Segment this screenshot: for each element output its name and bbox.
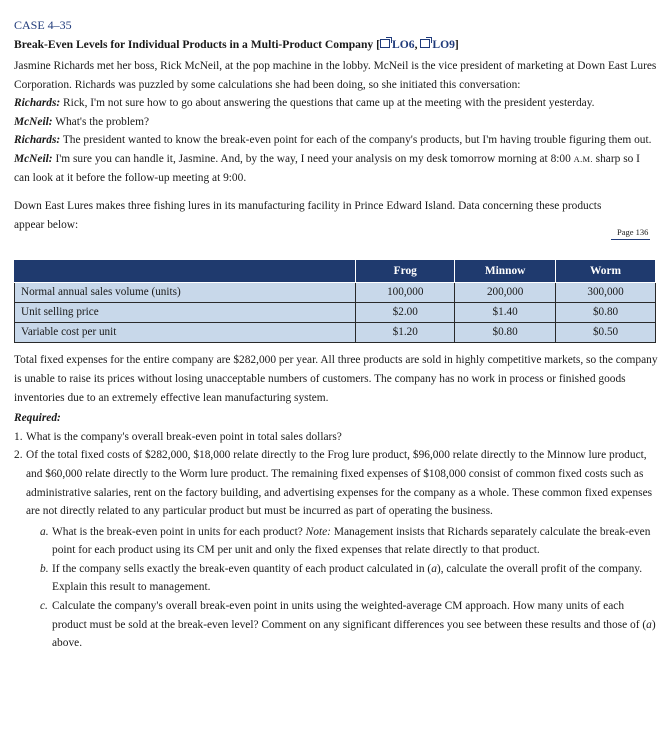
product-data-table <box>14 259 656 343</box>
table-cell: $2.00 <box>356 303 455 323</box>
row-label: Unit selling price <box>15 303 356 323</box>
subpart-text: Calculate the company's overall break-even point in units using the weighted-average CM approach. How many units of each product must be sold at the break-even level? Comment on any significant differences you see between these results and those of ( <box>52 600 647 631</box>
table-row <box>15 323 656 343</box>
lo-link-1-label: LO6 <box>392 38 415 51</box>
table-cell: 300,000 <box>556 283 656 303</box>
table-row <box>15 283 656 303</box>
dialogue-line <box>14 113 658 132</box>
dialogue-line <box>14 94 658 113</box>
table-cell: $0.50 <box>556 323 656 343</box>
dialogue-text-cont: sharp so I can look at it before the follow-up meeting at 9:00. <box>14 152 640 184</box>
subpart-item <box>26 560 658 597</box>
page-marker: Page 136 <box>611 227 650 240</box>
table-cell: 100,000 <box>356 283 455 303</box>
table-row <box>15 303 656 323</box>
table-cell: $1.40 <box>455 303 556 323</box>
dialogue-line <box>14 150 658 187</box>
case-title: Break-Even Levels for Individual Products in a Multi-Product Company [ LO6, LO9] <box>14 38 459 51</box>
dialogue <box>14 94 658 187</box>
dialogue-text: I'm sure you can handle it, Jasmine. And, by the way, I need your analysis on my desk tomorrow morning at 8:00 <box>52 152 574 165</box>
table-cell: $1.20 <box>356 323 455 343</box>
required-heading: Required: <box>14 412 61 425</box>
question-item <box>14 428 658 447</box>
subpart-list <box>26 523 658 653</box>
column-header: Worm <box>556 260 656 283</box>
row-label: Variable cost per unit <box>15 323 356 343</box>
table-header-row <box>15 260 656 283</box>
subpart-text: What is the break-even point in units for each product? <box>52 525 306 538</box>
subpart-text-cont: ) above. <box>52 618 656 650</box>
lo-link-2[interactable] <box>420 38 455 51</box>
external-link-icon <box>380 39 390 48</box>
table-cell: $0.80 <box>455 323 556 343</box>
fixed-expense-paragraph: Total fixed expenses for the entire company are $282,000 per year. All three products are sold in highly competitive markets, so the company is unable to raise its prices without losing unacceptable numbers of customers. The company has no work in process or finished goods inventories due to an extremely effective lean manufacturing system. <box>14 354 658 404</box>
lo-link-2-label: LO9 <box>432 38 455 51</box>
subpart-letter: a. <box>40 525 49 538</box>
case-label: CASE 4–35 <box>14 18 72 32</box>
question-number: 2. <box>14 449 23 462</box>
header-blank <box>15 260 356 283</box>
column-header: Minnow <box>455 260 556 283</box>
table-cell: 200,000 <box>455 283 556 303</box>
speaker: McNeil: <box>14 152 53 165</box>
dialogue-text: The president wanted to know the break-even point for each of the company's products, but I'm having trouble figuring them out. <box>60 134 652 147</box>
lead-in-paragraph: Down East Lures makes three fishing lures in its manufacturing facility in Prince Edward Island. Data concerning these products appear below: <box>14 200 602 231</box>
question-text: Of the total fixed costs of $282,000, $18,000 relate directly to the Frog lure product, $96,000 relate directly to the Minnow lure product, and $60,000 relate directly to the Worm lure product. The remaining fixed expenses of $108,000 consist of common fixed costs such as administrative salaries, rent on the factory building, and advertising expenses for the company as a whole. These common fixed expenses are not directly related to any particular product but must be incurred as part of operating the business. <box>26 449 653 518</box>
question-text: What is the company's overall break-even point in total sales dollars? <box>26 430 342 443</box>
speaker: McNeil: <box>14 115 53 128</box>
dialogue-text: Rick, I'm not sure how to go about answering the questions that came up at the meeting with the president yesterday. <box>60 97 595 110</box>
row-label: Normal annual sales volume (units) <box>15 283 356 303</box>
subpart-letter: b. <box>40 562 49 575</box>
dialogue-text: What's the problem? <box>52 115 150 128</box>
speaker: Richards: <box>14 97 61 110</box>
subpart-text-cont: ), calculate the overall profit of the company. Explain this result to management. <box>52 562 643 594</box>
table-cell: $0.80 <box>556 303 656 323</box>
question-item <box>14 446 658 653</box>
subpart-item <box>26 523 658 560</box>
column-header: Frog <box>356 260 455 283</box>
subpart-text: If the company sells exactly the break-even quantity of each product calculated in ( <box>52 562 432 575</box>
intro-paragraph: Jasmine Richards met her boss, Rick McNeil, at the pop machine in the lobby. McNeil is the vice president of marketing at Down East Lures Corporation. Richards was puzzled by some calculations she had been doing, so she initiated this conversation: <box>14 60 657 91</box>
question-list <box>14 428 658 653</box>
subpart-letter: c. <box>40 600 48 613</box>
external-link-icon <box>420 39 430 48</box>
time-suffix: A.M. <box>573 153 593 164</box>
case-title-text: Break-Even Levels for Individual Products in a Multi-Product Company <box>14 38 374 51</box>
lo-link-1[interactable] <box>380 38 415 51</box>
subpart-item <box>26 597 658 653</box>
part-reference: a <box>646 618 652 631</box>
subpart-text-cont: Management insists that Richards separately calculate the break-even point for each product using its CM per unit and only the fixed expenses that relate directly to that product. <box>52 525 651 557</box>
note-label: Note: <box>305 525 331 538</box>
dialogue-line <box>14 131 658 150</box>
question-number: 1. <box>14 430 23 443</box>
speaker: Richards: <box>14 134 61 147</box>
part-reference: a <box>431 562 437 575</box>
